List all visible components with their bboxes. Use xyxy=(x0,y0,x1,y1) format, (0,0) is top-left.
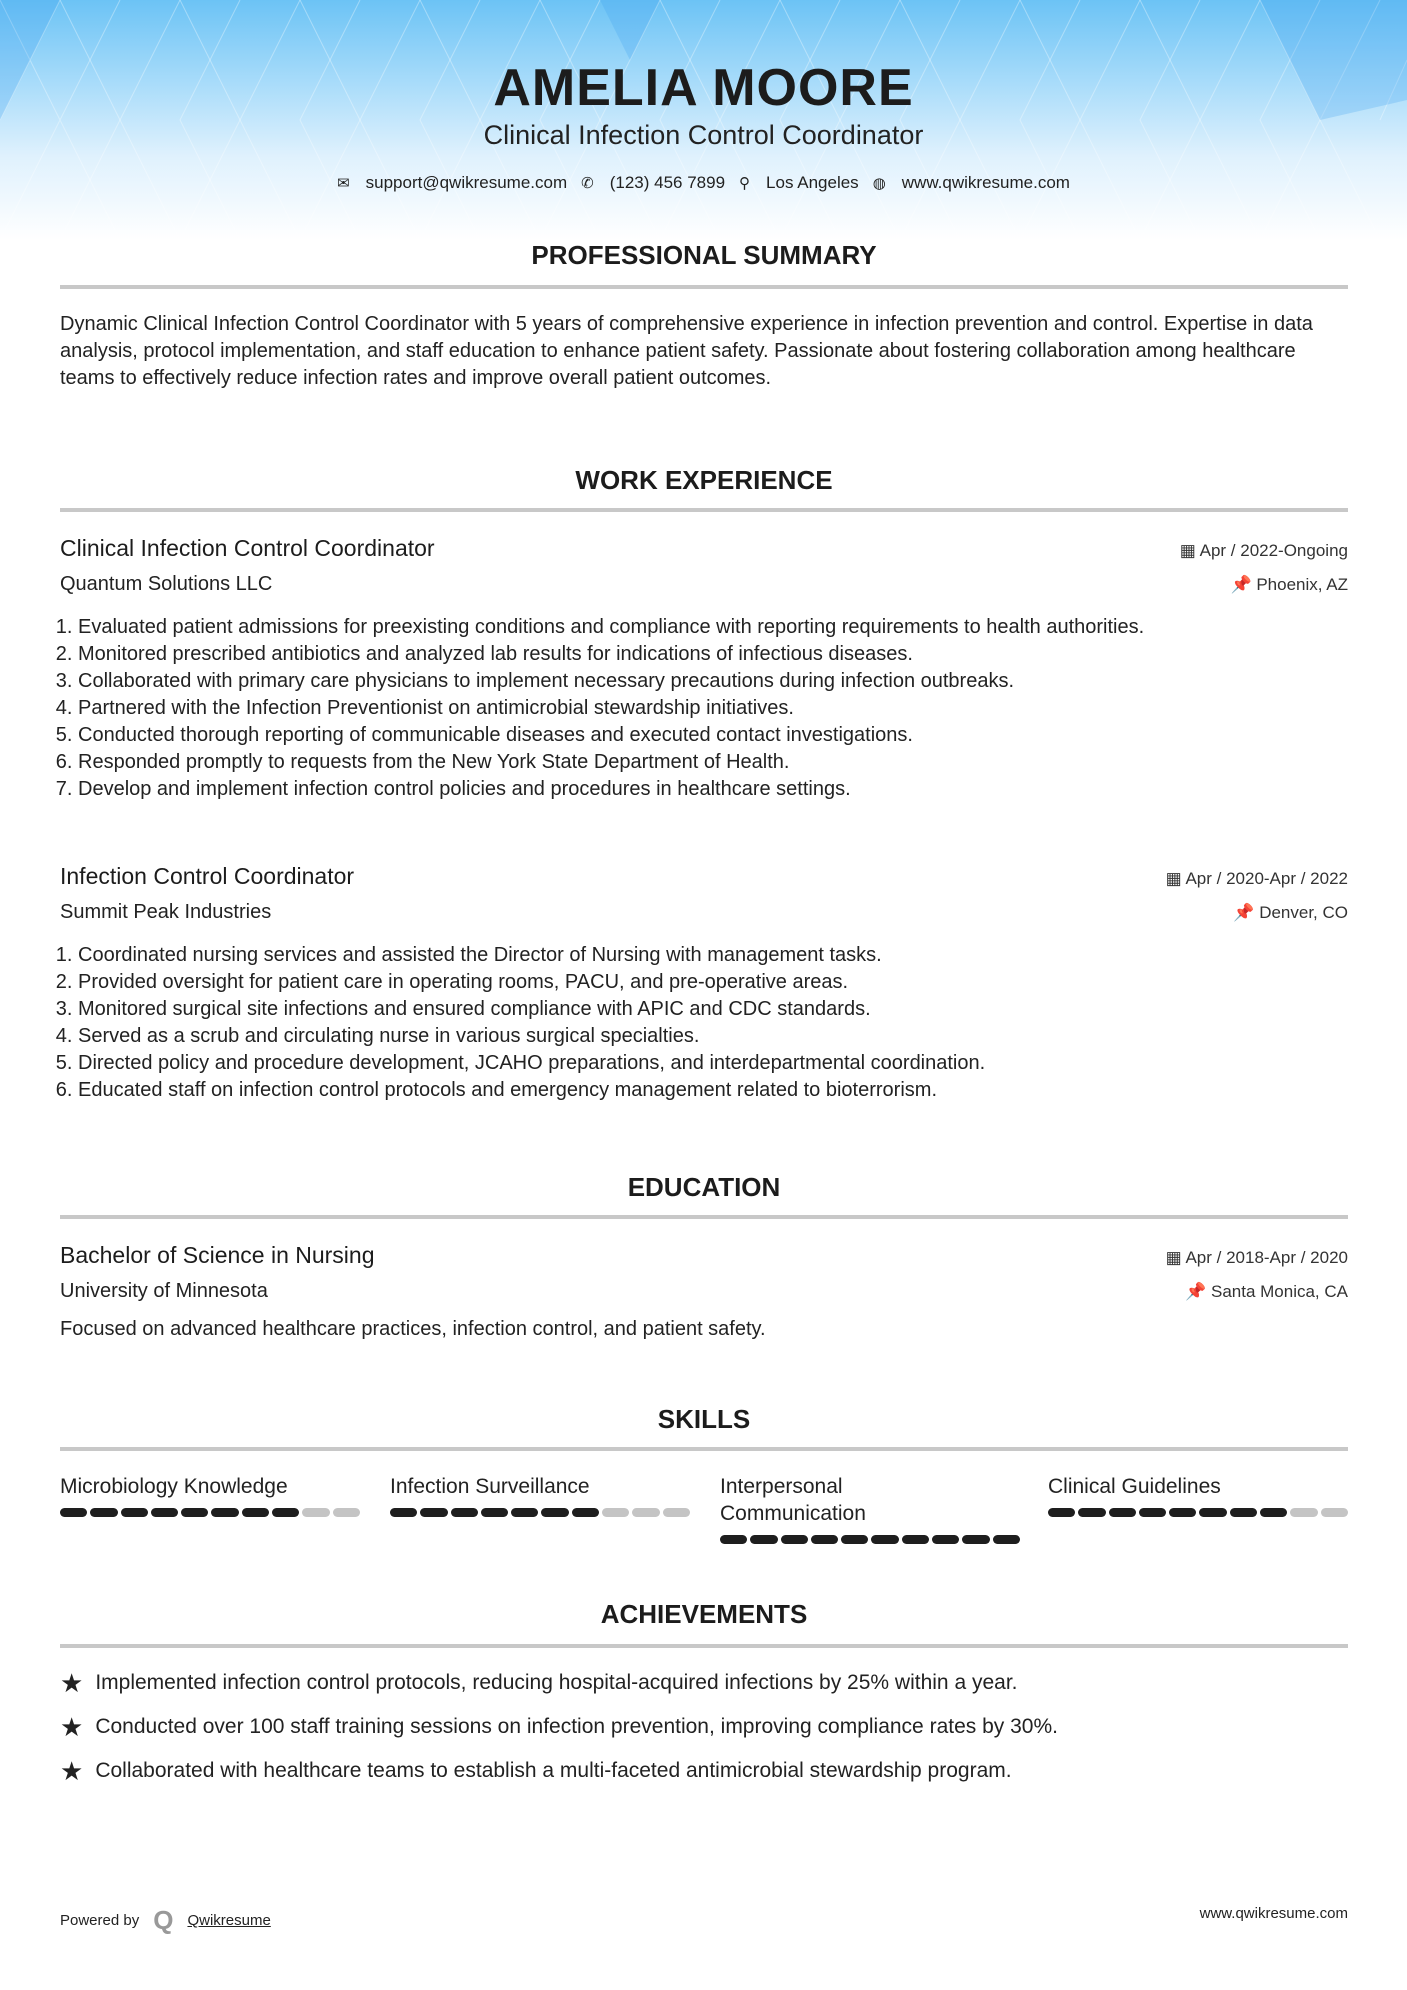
list-item: 6. Responded promptly to requests from the New York State Department of Health. xyxy=(78,749,1348,776)
education-heading: EDUCATION xyxy=(627,1172,781,1202)
achievement-item: ★ Implemented infection control protocols, reducing hospital-acquired infections by 25% within a year. xyxy=(60,1668,1018,1698)
skill-name: Interpersonal Communication xyxy=(720,1475,866,1525)
globe-icon: ◍ xyxy=(872,175,886,192)
job-title: Clinical Infection Control Coordinator xyxy=(60,535,435,561)
education-location: 📌 Santa Monica, CA xyxy=(1185,1282,1348,1301)
skill-segment xyxy=(60,1508,87,1517)
school: University of Minnesota xyxy=(60,1280,268,1302)
skill-segment xyxy=(841,1535,868,1544)
phone-icon: ✆ xyxy=(581,175,594,192)
header-banner xyxy=(0,0,1407,240)
job-bullets xyxy=(60,614,1348,803)
skill-segment xyxy=(1290,1508,1317,1517)
email-link[interactable]: support@qwikresume.com xyxy=(365,173,568,192)
skill-item xyxy=(390,1473,690,1517)
list-item: 3. Collaborated with primary care physicians to implement necessary precautions during infection outbreaks. xyxy=(78,668,1348,695)
pin-icon: 📌 xyxy=(1185,1282,1211,1301)
list-item: 3. Monitored surgical site infections and ensured compliance with APIC and CDC standards. xyxy=(78,996,1348,1023)
skill-segment xyxy=(932,1535,959,1544)
qwikresume-logo-icon: Q xyxy=(153,1905,174,1935)
summary-heading: PROFESSIONAL SUMMARY xyxy=(531,240,877,270)
powered-by-label: Powered by xyxy=(60,1912,140,1929)
skill-item xyxy=(720,1473,1020,1544)
skill-segment xyxy=(1048,1508,1075,1517)
job-bullets xyxy=(60,942,1348,1104)
skill-segment xyxy=(811,1535,838,1544)
skill-segment xyxy=(511,1508,538,1517)
divider xyxy=(60,1215,1348,1219)
education-date: ▦ Apr / 2018-Apr / 2020 xyxy=(1165,1248,1348,1267)
skill-segment xyxy=(302,1508,329,1517)
skill-segment xyxy=(720,1535,747,1544)
degree: Bachelor of Science in Nursing xyxy=(60,1242,375,1268)
skill-segment xyxy=(993,1535,1020,1544)
skill-name: Clinical Guidelines xyxy=(1048,1475,1221,1498)
skill-segment xyxy=(151,1508,178,1517)
skill-segment xyxy=(1078,1508,1105,1517)
skill-level-bar xyxy=(390,1508,690,1517)
skill-segment xyxy=(451,1508,478,1517)
skill-segment xyxy=(242,1508,269,1517)
education-description: Focused on advanced healthcare practices, infection control, and patient safety. xyxy=(60,1318,766,1340)
divider xyxy=(60,1447,1348,1451)
job-title: Infection Control Coordinator xyxy=(60,863,355,889)
skill-segment xyxy=(750,1535,777,1544)
list-item: 7. Develop and implement infection control policies and procedures in healthcare settings. xyxy=(78,776,1348,803)
skill-segment xyxy=(962,1535,989,1544)
phone-text: (123) 456 7899 xyxy=(609,173,726,192)
star-icon: ★ xyxy=(60,1756,84,1786)
skill-segment xyxy=(90,1508,117,1517)
company: Quantum Solutions LLC xyxy=(60,573,273,595)
skill-name: Microbiology Knowledge xyxy=(60,1475,288,1498)
pin-icon: 📌 xyxy=(1230,575,1257,594)
star-icon: ★ xyxy=(60,1668,84,1698)
company: Summit Peak Industries xyxy=(60,901,272,923)
skill-segment xyxy=(1230,1508,1257,1517)
website-link[interactable]: www.qwikresume.com xyxy=(901,173,1070,192)
job-location: 📌 Denver, CO xyxy=(1233,903,1348,922)
skill-name: Infection Surveillance xyxy=(390,1475,590,1498)
contact-info xyxy=(0,173,1407,193)
list-item: 1. Evaluated patient admissions for preexisting conditions and compliance with reporting requirements to health authorities. xyxy=(78,614,1348,641)
skill-segment xyxy=(1199,1508,1226,1517)
list-item: 4. Partnered with the Infection Preventionist on antimicrobial stewardship initiatives. xyxy=(78,695,1348,722)
footer-powered xyxy=(60,1905,271,1936)
calendar-icon: ▦ xyxy=(1165,869,1186,888)
skill-item xyxy=(60,1473,360,1517)
location-text: Los Angeles xyxy=(766,173,859,192)
skill-segment xyxy=(1260,1508,1287,1517)
work-heading: WORK EXPERIENCE xyxy=(575,465,833,495)
skill-segment xyxy=(902,1535,929,1544)
skill-segment xyxy=(572,1508,599,1517)
skill-segment xyxy=(420,1508,447,1517)
job-location: 📌 Phoenix, AZ xyxy=(1230,575,1348,594)
list-item: 6. Educated staff on infection control protocols and emergency management related to bioterrorism. xyxy=(78,1077,1348,1104)
list-item: 1. Coordinated nursing services and assisted the Director of Nursing with management tasks. xyxy=(78,942,1348,969)
job-title: Clinical Infection Control Coordinator xyxy=(483,120,924,150)
achievement-item: ★ Collaborated with healthcare teams to establish a multi-faceted antimicrobial stewardship program. xyxy=(60,1756,1012,1786)
footer-url[interactable]: www.qwikresume.com xyxy=(1199,1905,1348,1922)
summary-text: Dynamic Clinical Infection Control Coordinator with 5 years of comprehensive experience in infection prevention and control. Expertise in data analysis, protocol implementation, and staff education to enhance patient safety. Passionate about fostering collaboration among healthcare teams to effectively reduce infection rates and improve overall patient outcomes. xyxy=(60,313,1313,389)
skill-segment xyxy=(602,1508,629,1517)
candidate-name: AMELIA MOORE xyxy=(493,59,914,117)
skill-segment xyxy=(1109,1508,1136,1517)
skill-segment xyxy=(211,1508,238,1517)
list-item: 2. Provided oversight for patient care in operating rooms, PACU, and pre-operative areas. xyxy=(78,969,1348,996)
star-icon: ★ xyxy=(60,1712,84,1742)
job-date: ▦ Apr / 2020-Apr / 2022 xyxy=(1165,869,1348,888)
skill-segment xyxy=(663,1508,690,1517)
skill-segment xyxy=(272,1508,299,1517)
list-item: 4. Served as a scrub and circulating nurse in various surgical specialties. xyxy=(78,1023,1348,1050)
list-item: 2. Monitored prescribed antibiotics and analyzed lab results for indications of infectious diseases. xyxy=(78,641,1348,668)
skill-level-bar xyxy=(60,1508,360,1517)
skill-level-bar xyxy=(720,1535,1020,1544)
calendar-icon: ▦ xyxy=(1179,541,1200,560)
skill-segment xyxy=(481,1508,508,1517)
skill-segment xyxy=(871,1535,898,1544)
divider xyxy=(60,285,1348,289)
pin-icon: 📌 xyxy=(1233,903,1260,922)
list-item: 5. Conducted thorough reporting of communicable diseases and executed contact investigations. xyxy=(78,722,1348,749)
skill-segment xyxy=(121,1508,148,1517)
skills-heading: SKILLS xyxy=(657,1404,751,1434)
skill-segment xyxy=(1321,1508,1348,1517)
skill-segment xyxy=(1169,1508,1196,1517)
calendar-icon: ▦ xyxy=(1165,1248,1186,1267)
job-date: ▦ Apr / 2022-Ongoing xyxy=(1179,541,1348,560)
skill-segment xyxy=(541,1508,568,1517)
skill-level-bar xyxy=(1048,1508,1348,1517)
skill-segment xyxy=(181,1508,208,1517)
skill-segment xyxy=(781,1535,808,1544)
envelope-icon: ✉ xyxy=(337,175,350,192)
skill-item xyxy=(1048,1473,1348,1517)
skill-segment xyxy=(333,1508,360,1517)
skill-segment xyxy=(1139,1508,1166,1517)
brand-link[interactable]: Qwikresume xyxy=(187,1912,271,1929)
list-item: 5. Directed policy and procedure development, JCAHO preparations, and interdepartmental coordination. xyxy=(78,1050,1348,1077)
map-pin-icon: ⚲ xyxy=(739,175,751,192)
skill-segment xyxy=(390,1508,417,1517)
divider xyxy=(60,508,1348,512)
achievements-heading: ACHIEVEMENTS xyxy=(600,1599,808,1629)
divider xyxy=(60,1644,1348,1648)
achievement-item: ★ Conducted over 100 staff training sessions on infection prevention, improving compliance rates by 30%. xyxy=(60,1712,1058,1742)
skill-segment xyxy=(632,1508,659,1517)
